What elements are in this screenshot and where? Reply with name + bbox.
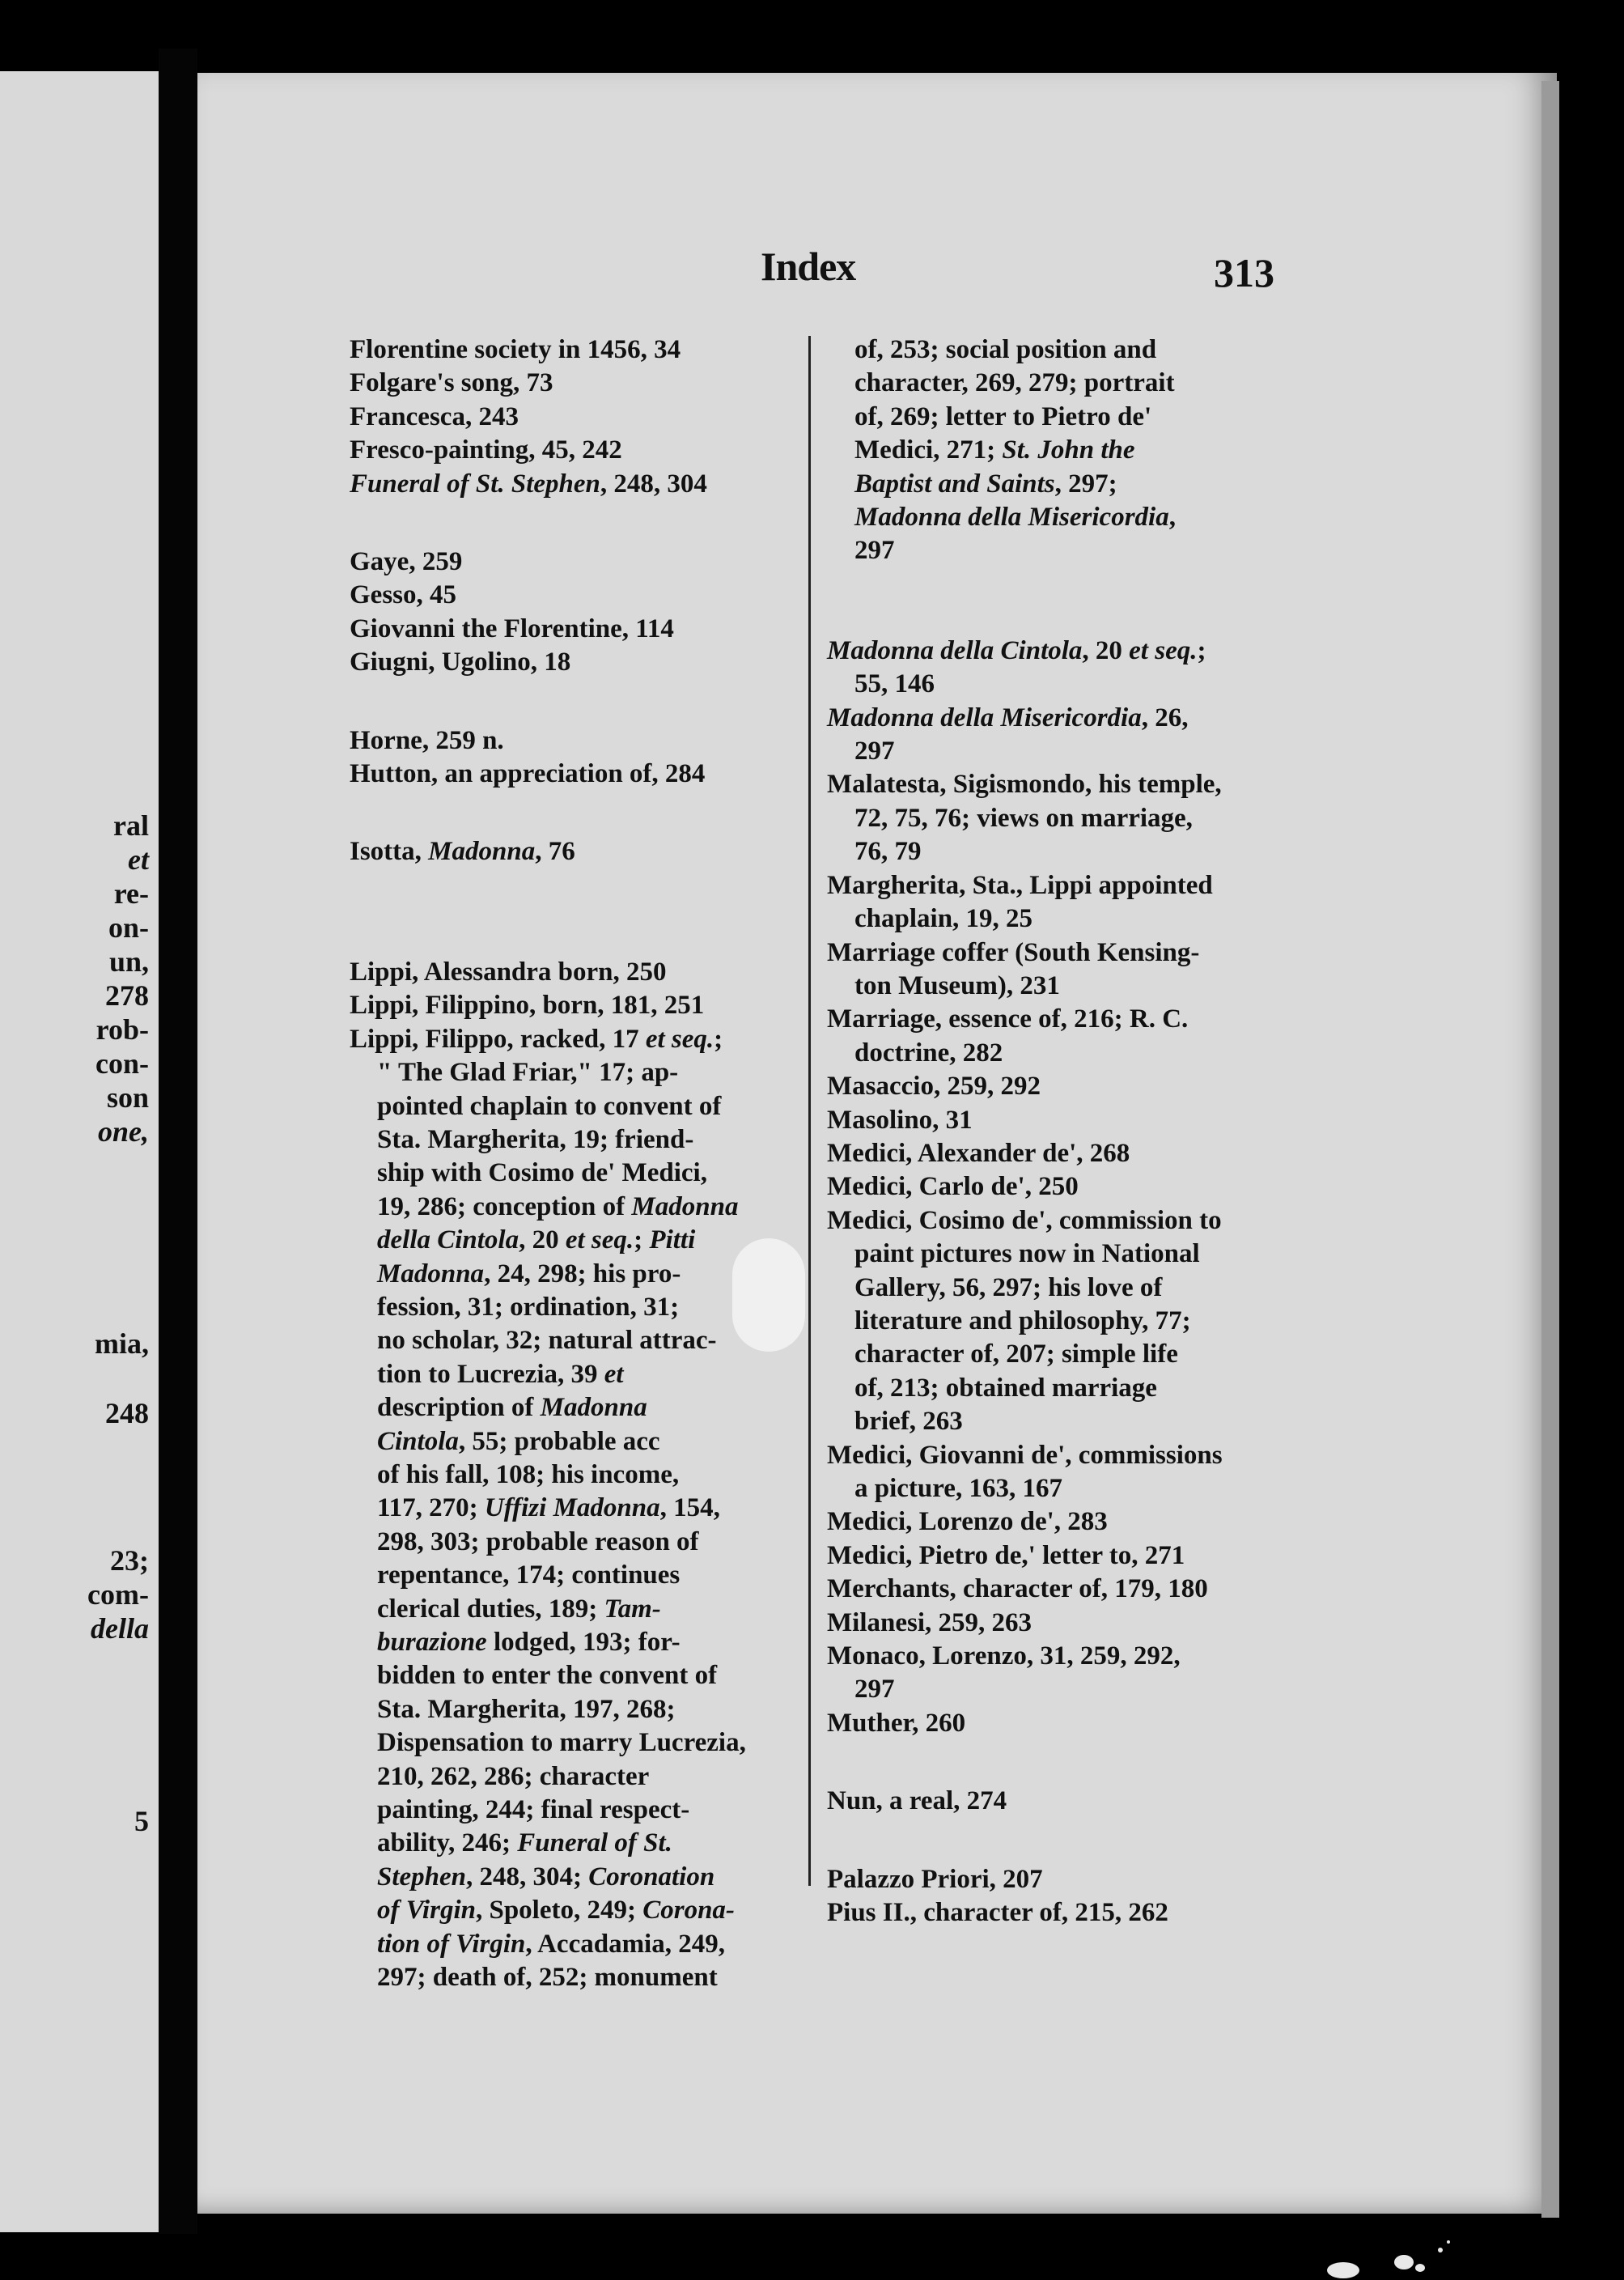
index-entry-line: Madonna della Cintola, 20 et seq.; — [827, 635, 1206, 665]
index-entry-line: Gesso, 45 — [350, 580, 456, 610]
index-entry-line: chaplain, 19, 25 — [854, 904, 1033, 934]
index-entry — [350, 546, 791, 579]
index-entry-line: 19, 286; conception of Madonna — [377, 1191, 739, 1221]
index-entry-line: Monaco, Lorenzo, 31, 259, 292, — [827, 1641, 1181, 1671]
index-entry-line: Merchants, character of, 179, 180 — [827, 1574, 1208, 1604]
index-entry-line: Malatesta, Sigismondo, his temple, — [827, 770, 1222, 800]
index-entry-line: Isotta, Madonna, 76 — [350, 837, 575, 867]
facing-page-fragment: della — [91, 1612, 149, 1645]
index-entry-line: Nun, a real, 274 — [827, 1786, 1007, 1816]
index-entry-line: " The Glad Friar," 17; ap- — [377, 1058, 679, 1088]
index-entry-line: Marriage, essence of, 216; R. C. — [827, 1004, 1189, 1034]
index-entry — [827, 869, 1276, 936]
column-divider — [808, 336, 811, 1886]
index-entry-line: 297 — [854, 536, 895, 566]
index-entry — [827, 1539, 1276, 1573]
index-entry-line: repentance, 174; continues — [377, 1560, 681, 1590]
index-entry — [827, 1439, 1276, 1506]
index-entry-line: Sta. Margherita, 197, 268; — [377, 1694, 676, 1724]
index-entry — [350, 613, 791, 646]
letter-group-gap — [350, 869, 791, 914]
index-entry — [827, 333, 1276, 568]
facing-page-fragment: et — [128, 843, 149, 876]
index-entry — [827, 1640, 1276, 1707]
index-entry-line: Sta. Margherita, 19; friend- — [377, 1124, 694, 1154]
scan-blemish — [732, 1238, 805, 1352]
index-entry-line: pointed chaplain to convent of — [377, 1091, 722, 1121]
letter-group-gap — [350, 914, 791, 956]
index-entry-line: Lippi, Filippino, born, 181, 251 — [350, 991, 705, 1021]
index-entry-line: painting, 244; final respect- — [377, 1795, 690, 1825]
index-entry-line: clerical duties, 189; Tam- — [377, 1594, 661, 1624]
index-entry-line: Masaccio, 259, 292 — [827, 1072, 1041, 1102]
facing-page-fragment: com- — [87, 1578, 149, 1611]
index-entry-line: Marriage coffer (South Kensing- — [827, 937, 1200, 967]
index-entry-line: doctrine, 282 — [854, 1038, 1003, 1068]
index-entry-line: 117, 270; Uffizi Madonna, 154, — [377, 1493, 720, 1523]
index-entry-line: Milanesi, 259, 263 — [827, 1607, 1032, 1637]
index-entry — [827, 702, 1276, 769]
index-entry-line: burazione lodged, 193; for- — [377, 1628, 681, 1657]
index-entry — [827, 1104, 1276, 1137]
index-entry-line: Medici, Carlo de', 250 — [827, 1172, 1079, 1202]
index-entry — [827, 1785, 1276, 1818]
index-entry-line: 297; death of, 252; monument — [377, 1963, 718, 1993]
index-entry-line: Cintola, 55; probable acc — [377, 1426, 660, 1456]
index-entry — [350, 367, 791, 400]
index-entry-line: Medici, Cosimo de', commission to — [827, 1205, 1222, 1235]
index-entry-line: paint pictures now in National — [854, 1239, 1200, 1269]
index-entry-line: della Cintola, 20 et seq.; Pitti — [377, 1225, 696, 1255]
index-entry-line: of Virgin, Spoleto, 249; Corona- — [377, 1896, 735, 1925]
facing-page-fragment: 23; — [110, 1544, 149, 1577]
index-entry — [827, 768, 1276, 868]
index-entry-line: tion to Lucrezia, 39 et — [377, 1359, 624, 1389]
index-column-right — [827, 333, 1276, 1930]
page-number: 313 — [1214, 250, 1274, 295]
index-entry-line: Lippi, Filippo, racked, 17 et seq.; — [350, 1024, 723, 1054]
index-entry-line: of his fall, 108; his income, — [377, 1459, 680, 1489]
index-entry-line: 298, 303; probable reason of — [377, 1526, 699, 1556]
index-column-left — [350, 333, 791, 1994]
facing-page-fragment: re- — [113, 877, 149, 910]
index-entry-line: Pius II., character of, 215, 262 — [827, 1898, 1168, 1928]
facing-page-fragment: un, — [108, 945, 149, 978]
index-entry-line: Masolino, 31 — [827, 1105, 973, 1135]
facing-page-fragment: 5 — [134, 1805, 149, 1837]
index-entry-line: Horne, 259 n. — [350, 725, 504, 755]
index-entry — [827, 936, 1276, 1004]
index-entry-line: Muther, 260 — [827, 1708, 966, 1738]
index-entry — [827, 1003, 1276, 1070]
index-entry — [350, 333, 791, 367]
letter-group-gap — [827, 1740, 1276, 1785]
index-entry-line: Folgare's song, 73 — [350, 368, 553, 398]
index-entry — [350, 835, 791, 868]
index-entry-line: Giugni, Ugolino, 18 — [350, 647, 571, 677]
index-entry — [350, 989, 791, 1022]
index-entry-line: of, 269; letter to Pietro de' — [854, 401, 1152, 431]
index-entry — [827, 1137, 1276, 1170]
index-entry-line: character, 269, 279; portrait — [854, 368, 1175, 398]
index-entry-line: of, 253; social position and — [854, 335, 1157, 364]
index-entry-line: Hutton, an appreciation of, 284 — [350, 759, 706, 789]
index-entry-line: Giovanni the Florentine, 114 — [350, 614, 674, 643]
index-entry — [350, 758, 791, 791]
index-entry-line: character of, 207; simple life — [854, 1340, 1178, 1369]
index-entry — [350, 646, 791, 679]
book-gutter — [159, 49, 197, 2234]
facing-page-edge — [0, 71, 159, 2232]
index-entry-line: Dispensation to marry Lucrezia, — [377, 1728, 746, 1758]
index-entry — [350, 401, 791, 434]
index-entry — [827, 1707, 1276, 1740]
index-entry-line: literature and philosophy, 77; — [854, 1306, 1191, 1335]
facing-page-fragment: rob- — [95, 1013, 149, 1046]
letter-group-gap — [827, 1819, 1276, 1863]
index-entry — [827, 1607, 1276, 1640]
index-entry — [827, 1573, 1276, 1606]
index-entry-line: 55, 146 — [854, 669, 935, 699]
index-entry-line: Baptist and Saints, 297; — [854, 469, 1117, 499]
index-entry-line: ability, 246; Funeral of St. — [377, 1828, 672, 1858]
facing-page-fragment: con- — [95, 1047, 149, 1080]
index-entry-line: ship with Cosimo de' Medici, — [377, 1158, 707, 1188]
index-entry-line: brief, 263 — [854, 1407, 963, 1437]
index-entry — [827, 1505, 1276, 1539]
index-entry — [827, 1170, 1276, 1204]
index-entry — [827, 635, 1276, 702]
letter-group-gap — [350, 680, 791, 724]
index-entry-line: Margherita, Sta., Lippi appointed — [827, 870, 1213, 900]
index-entry-line: Medici, 271; St. John the — [854, 435, 1135, 465]
facing-page-fragment: on- — [108, 911, 149, 944]
index-entry-line: Madonna, 24, 298; his pro- — [377, 1259, 681, 1289]
index-entry-line: 297 — [854, 737, 895, 766]
index-entry-line: Medici, Pietro de,' letter to, 271 — [827, 1540, 1185, 1570]
index-entry-line: Fresco-painting, 45, 242 — [350, 435, 622, 465]
index-entry-line: Stephen, 248, 304; Coronation — [377, 1862, 715, 1892]
index-entry — [827, 1896, 1276, 1930]
index-entry — [350, 579, 791, 612]
index-entry-line: Medici, Alexander de', 268 — [827, 1138, 1130, 1168]
index-entry-line: 76, 79 — [854, 837, 922, 867]
index-entry — [827, 1204, 1276, 1439]
index-entry — [350, 724, 791, 758]
index-entry-line: Gallery, 56, 297; his love of — [854, 1272, 1163, 1302]
index-entry — [827, 1863, 1276, 1896]
index-entry-line: Palazzo Priori, 207 — [827, 1864, 1043, 1894]
index-entry-line: Lippi, Alessandra born, 250 — [350, 957, 667, 987]
index-entry-line: Francesca, 243 — [350, 401, 519, 431]
facing-page-fragment: son — [106, 1081, 149, 1114]
index-entry — [350, 434, 791, 467]
index-entry-line: 210, 262, 286; character — [377, 1761, 650, 1791]
facing-page-fragment: ral — [113, 809, 149, 842]
facing-page-fragment: 248 — [105, 1397, 149, 1429]
index-entry-line: Medici, Giovanni de', commissions — [827, 1440, 1223, 1470]
index-entry-line: description of Madonna — [377, 1393, 647, 1423]
index-entry — [350, 1023, 791, 1995]
facing-page-fragment: 278 — [105, 979, 149, 1012]
index-entry — [350, 468, 791, 501]
facing-page-fragment: mia, — [95, 1327, 149, 1360]
index-entry-line: Florentine society in 1456, 34 — [350, 335, 681, 364]
index-entry — [827, 1070, 1276, 1103]
letter-group-gap — [350, 501, 791, 546]
index-entry-line: Funeral of St. Stephen, 248, 304 — [350, 469, 707, 499]
index-entry-line: Madonna della Misericordia, — [854, 503, 1176, 533]
index-entry-line: a picture, 163, 167 — [854, 1474, 1062, 1503]
facing-page-fragment: one, — [98, 1115, 149, 1148]
index-entry-line: no scholar, 32; natural attrac- — [377, 1326, 717, 1356]
index-entry-line: ton Museum), 231 — [854, 970, 1060, 1000]
index-entry-line: 72, 75, 76; views on marriage, — [854, 803, 1193, 833]
scan-specks — [1327, 2218, 1618, 2280]
index-entry-line: Gaye, 259 — [350, 547, 463, 577]
running-head-title: Index — [761, 244, 856, 289]
page-edge-shadow — [1541, 81, 1559, 2218]
index-entry-line: fession, 31; ordination, 31; — [377, 1292, 680, 1322]
index-entry-line: Madonna della Misericordia, 26, — [827, 703, 1189, 732]
index-entry-line: of, 213; obtained marriage — [854, 1373, 1157, 1403]
letter-group-gap — [350, 791, 791, 835]
index-entry — [350, 956, 791, 989]
index-entry-line: bidden to enter the convent of — [377, 1661, 718, 1691]
index-entry-line: tion of Virgin, Accadamia, 249, — [377, 1929, 725, 1959]
index-entry-line: 297 — [854, 1675, 895, 1705]
letter-group-gap — [827, 568, 1276, 635]
index-entry-line: Medici, Lorenzo de', 283 — [827, 1507, 1108, 1537]
